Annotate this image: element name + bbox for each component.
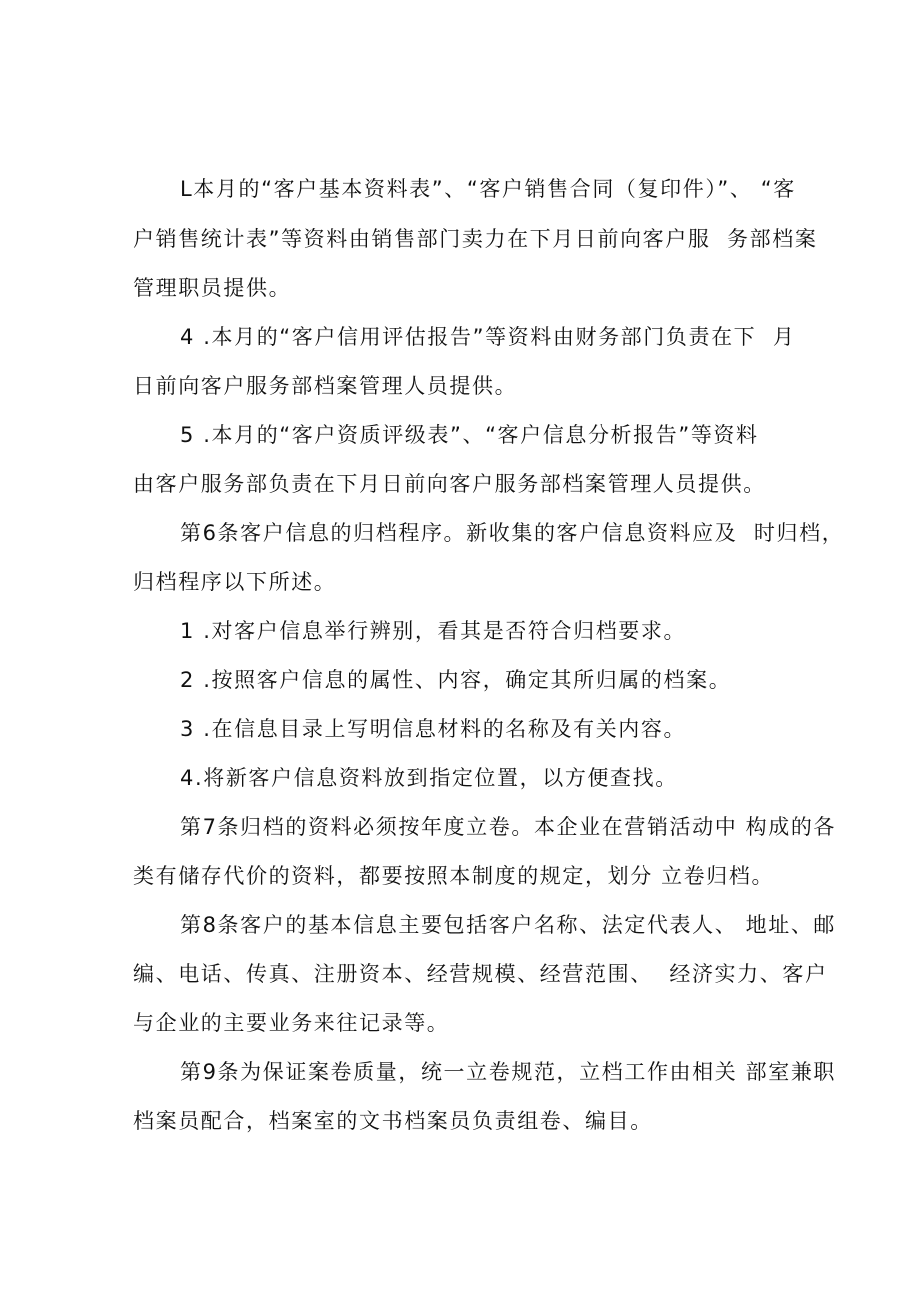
paragraph-line: 归档程序以下所述。 bbox=[133, 570, 337, 594]
paragraph-line: 5 .本月的“客户资质评级表”、“客户信息分析报告”等资料 bbox=[180, 423, 759, 447]
paragraph-line: 4 .本月的“客户信用评估报告”等资料由财务部门负责在下 月 bbox=[180, 325, 796, 349]
paragraph-line: 类有储存代价的资料，都要按照本制度的规定，划分 立卷归档。 bbox=[133, 864, 775, 888]
paragraph-line: 第6条客户信息的归档程序。新收集的客户信息资料应及 时归档， bbox=[180, 521, 845, 545]
paragraph-line: 第9条为保证案卷质量，统一立卷规范，立档工作由相关 部室兼职 bbox=[180, 1060, 837, 1084]
list-item: 4.将新客户信息资料放到指定位置，以方便查找。 bbox=[180, 766, 678, 790]
list-item: 2 .按照客户信息的属性、内容，确定其所归属的档案。 bbox=[180, 668, 732, 692]
paragraph-line: L本月的“客户基本资料表”、“客户销售合同（复印件）”、 “客 bbox=[180, 177, 796, 201]
paragraph-line: 管理职员提供。 bbox=[133, 276, 292, 300]
paragraph-line: 户销售统计表”等资料由销售部门卖力在下月日前向客户服 务部档案 bbox=[133, 227, 818, 251]
paragraph-line: 第8条客户的基本信息主要包括客户名称、法定代表人、 地址、邮 bbox=[180, 913, 837, 937]
paragraph-line: 日前向客户服务部档案管理人员提供。 bbox=[133, 374, 518, 398]
paragraph-line: 档案员配合，档案室的文书档案员负责组卷、编目。 bbox=[133, 1109, 653, 1133]
paragraph-line: 第7条归档的资料必须按年度立卷。本企业在营销活动中 构成的各 bbox=[180, 815, 837, 839]
paragraph-line: 由客户服务部负责在下月日前向客户服务部档案管理人员提供。 bbox=[133, 472, 766, 496]
list-item: 3 .在信息目录上写明信息材料的名称及有关内容。 bbox=[180, 717, 687, 741]
paragraph-line: 编、电话、传真、注册资本、经营规模、经营范围、 经济实力、客户 bbox=[133, 962, 828, 986]
list-item: 1 .对客户信息举行辨别，看其是否符合归档要求。 bbox=[180, 619, 687, 643]
paragraph-line: 与企业的主要业务来往记录等。 bbox=[133, 1011, 450, 1035]
